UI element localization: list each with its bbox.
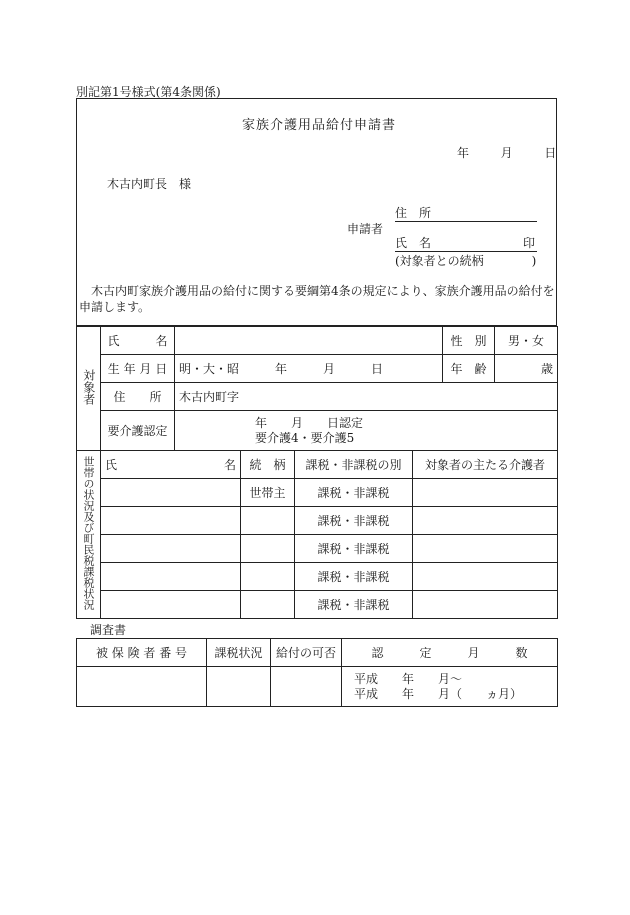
- approved-months-field[interactable]: [342, 667, 558, 707]
- relation-note: (対象者との続柄 ): [395, 254, 537, 268]
- household-row-4-relation[interactable]: [241, 563, 295, 591]
- survey-table: [76, 638, 558, 707]
- date-line: [457, 147, 556, 159]
- household-row-2-tax[interactable]: 課税・非課税: [295, 507, 413, 535]
- household-row-3-relation[interactable]: [241, 535, 295, 563]
- care-level-field[interactable]: [175, 411, 558, 451]
- dob-field[interactable]: 明・大・昭 年 月 日: [175, 355, 443, 383]
- household-row-2-relation[interactable]: [241, 507, 295, 535]
- household-side-label: 世帯の状況及び町民税課税状況: [77, 451, 101, 619]
- name-label: 氏 名: [395, 236, 432, 250]
- applicant-label: 申請者: [347, 222, 384, 236]
- approved-months-header: 認 定 月 数: [342, 639, 558, 667]
- period-start: 平成 年 月〜: [354, 671, 463, 686]
- document-title: 家族介護用品給付申請書: [242, 118, 397, 133]
- household-caregiver-header: 対象者の主たる介護者: [413, 451, 558, 479]
- household-row-4-caregiver[interactable]: [413, 563, 558, 591]
- household-row-2-caregiver[interactable]: [413, 507, 558, 535]
- insured-number-field[interactable]: [77, 667, 207, 707]
- age-label: 年 齢: [443, 355, 495, 383]
- household-tax-header: 課税・非課税の別: [295, 451, 413, 479]
- household-row-5-tax[interactable]: 課税・非課税: [295, 591, 413, 619]
- household-row-1-relation[interactable]: 世帯主: [241, 479, 295, 507]
- subject-address-field[interactable]: 木古内町字: [175, 383, 558, 411]
- household-row-5-caregiver[interactable]: [413, 591, 558, 619]
- approval-header: 給付の可否: [271, 639, 342, 667]
- statement-line-1: 木古内町家族介護用品の給付に関する要綱第4条の規定により、家族介護用品の給付を: [91, 284, 555, 298]
- seal-mark: 印: [522, 236, 535, 250]
- subject-name-field[interactable]: [175, 327, 443, 355]
- household-row-2-name[interactable]: [101, 507, 241, 535]
- age-field[interactable]: [495, 355, 558, 383]
- subject-address-label: 住 所: [101, 383, 175, 411]
- household-row-4-name[interactable]: [101, 563, 241, 591]
- sex-label: 性 別: [443, 327, 495, 355]
- household-row-4-tax[interactable]: 課税・非課税: [295, 563, 413, 591]
- household-row-5-relation[interactable]: [241, 591, 295, 619]
- dob-label: 生 年 月 日: [101, 355, 175, 383]
- approval-field[interactable]: [271, 667, 342, 707]
- age-unit: 歳: [540, 362, 553, 376]
- addressee: 木古内町長 様: [107, 177, 192, 191]
- household-table: [76, 450, 558, 619]
- date-month: 月: [500, 146, 513, 160]
- household-row-3-name[interactable]: [101, 535, 241, 563]
- household-row-1-tax[interactable]: 課税・非課税: [295, 479, 413, 507]
- subject-name-label: 氏 名: [101, 327, 175, 355]
- subject-table: [76, 326, 558, 451]
- household-row-3-tax[interactable]: 課税・非課税: [295, 535, 413, 563]
- household-name-header: 氏 名: [101, 451, 241, 479]
- care-level-label: 要介護認定: [101, 411, 175, 451]
- household-row-1-name[interactable]: [101, 479, 241, 507]
- household-row-5-name[interactable]: [101, 591, 241, 619]
- household-relation-header: 続 柄: [241, 451, 295, 479]
- date-day: 日: [544, 146, 557, 160]
- survey-title: 調査書: [90, 623, 127, 637]
- care-level-options: 要介護4・要介護5: [255, 430, 355, 445]
- tax-status-header: 課税状況: [207, 639, 271, 667]
- insured-number-header: 被 保 険 者 番 号: [77, 639, 207, 667]
- tax-status-field[interactable]: [207, 667, 271, 707]
- period-end: 平成 年 月（ ヵ月）: [354, 686, 523, 701]
- subject-side-label: 対象者: [77, 327, 101, 451]
- statement-line-2: 申請します。: [79, 300, 151, 314]
- date-year: 年: [457, 146, 470, 160]
- household-row-1-caregiver[interactable]: [413, 479, 558, 507]
- application-section: [76, 98, 557, 326]
- form-number-label: 別記第1号様式(第4条関係): [76, 85, 221, 99]
- care-date-line: 年 月 日認定: [255, 415, 364, 430]
- applicant-name-field[interactable]: [395, 237, 537, 252]
- applicant-address-field[interactable]: [395, 207, 537, 222]
- household-row-3-caregiver[interactable]: [413, 535, 558, 563]
- sex-field[interactable]: 男・女: [495, 327, 558, 355]
- address-label: 住 所: [395, 206, 432, 220]
